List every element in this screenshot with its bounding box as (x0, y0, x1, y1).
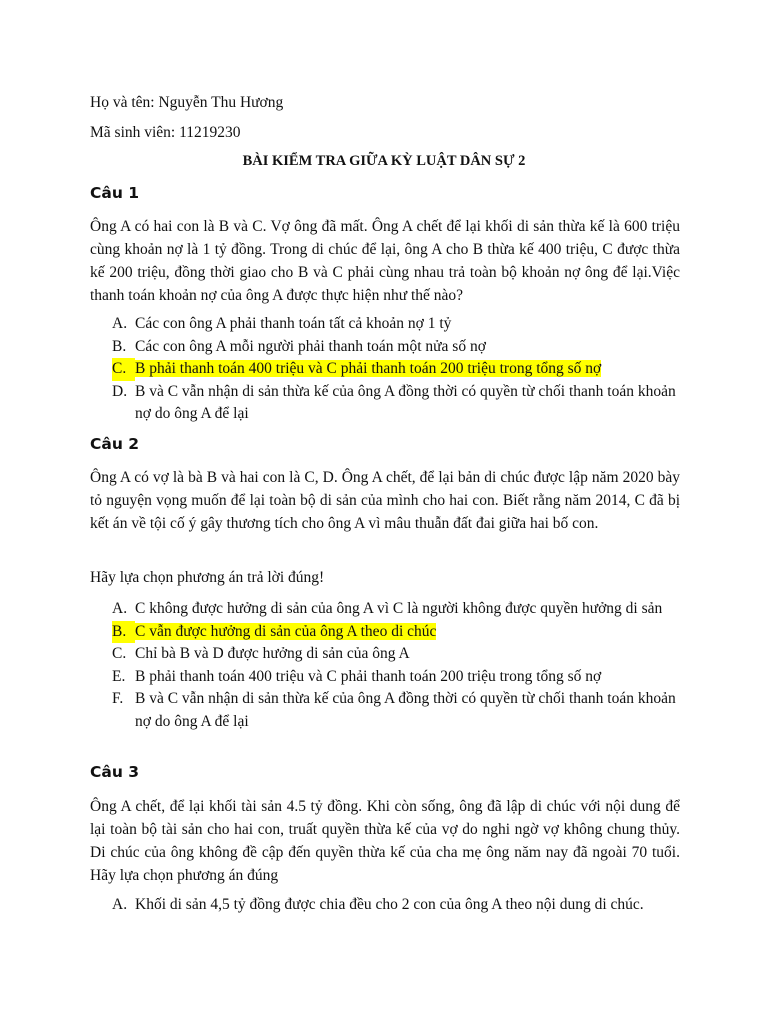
question-3-options (112, 894, 682, 917)
option-text: B phải thanh toán 400 triệu và C phải thanh toán 200 triệu trong tổng số nợ (135, 667, 602, 685)
student-id: Mã sinh viên: 11219230 (90, 124, 241, 141)
option-label: B. (112, 621, 135, 644)
question-3-heading: Câu 3 (90, 763, 140, 781)
question-1-options (112, 313, 682, 426)
option-text: Các con ông A phải thanh toán tất cả khoản nợ 1 tỷ (135, 315, 452, 332)
student-name: Họ và tên: Nguyễn Thu Hương (90, 94, 284, 111)
option-text: C không được hưởng di sản của ông A vì C là người không được quyền hưởng di sản (135, 600, 663, 617)
option-text: Khối di sản 4,5 tỷ đồng được chia đều cho 2 con của ông A theo nội dung di chúc. (135, 896, 644, 913)
question-1-heading: Câu 1 (90, 184, 140, 202)
option-item-answer (112, 358, 682, 381)
option-item (112, 666, 682, 689)
question-2-prompt: Hãy lựa chọn phương án trả lời đúng! (90, 569, 325, 586)
question-3-text: Ông A chết, để lại khối tài sản 4.5 tỷ đồng. Khi còn sống, ông đã lập di chúc với nội dung để lại toàn bộ tài sản cho hai con, truất quyền thừa kế của vợ do nghi ngờ vợ không chung thủy. Di chúc của ông không đề cập đến quyền thừa kế của cha mẹ ông năm nay đã ngoài 70 tuổi. Hãy lựa chọn phương án đúng (90, 798, 680, 884)
option-label: F. (112, 690, 124, 707)
option-label: C. (112, 645, 127, 662)
option-text-highlighted: C vẫn được hưởng di sản của ông A theo di chúc (135, 622, 437, 640)
option-label: B. (112, 337, 127, 355)
option-item (112, 598, 682, 621)
option-item (112, 643, 682, 666)
option-item (112, 894, 682, 917)
option-item (112, 381, 682, 426)
option-label: E. (112, 667, 126, 685)
page-title: BÀI KIỂM TRA GIỮA KỲ LUẬT DÂN SỰ 2 (242, 153, 526, 169)
option-text: B và C vẫn nhận di sản thừa kế của ông A đồng thời có quyền từ chối thanh toán khoản nợ do ông A để lại (135, 382, 676, 422)
option-label: C. (112, 358, 135, 381)
question-2-heading: Câu 2 (90, 435, 140, 453)
option-item (112, 313, 682, 336)
option-text: Chỉ bà B và D được hưởng di sản của ông A (135, 645, 410, 662)
option-label: A. (112, 315, 128, 332)
option-label: A. (112, 896, 128, 913)
option-text-highlighted: B phải thanh toán 400 triệu và C phải thanh toán 200 triệu trong tổng số nợ (135, 360, 602, 377)
option-item (112, 336, 682, 359)
question-2-options (112, 598, 682, 733)
question-2-text: Ông A có vợ là bà B và hai con là C, D. Ông A chết, để lại bản di chúc được lập năm 2020 bày tỏ nguyện vọng muốn để lại toàn bộ di sản của mình cho hai con. Biết rằng năm 2014, C đã bị kết án về tội cố ý gây thương tích cho ông A vì mâu thuẫn đất đai giữa hai bố con. (90, 469, 680, 532)
option-label: D. (112, 382, 128, 400)
question-1-text: Ông A có hai con là B và C. Vợ ông đã mất. Ông A chết để lại khối di sản thừa kế là 600 triệu cùng khoản nợ là 1 tỷ đồng. Trong di chúc để lại, ông A cho B thừa kế 400 triệu, C được thừa kế 200 triệu, đồng thời giao cho B và C phải cùng nhau trả toàn bộ khoản nợ ông để lại.Việc thanh toán khoản nợ của ông A được thực hiện như thế nào? (90, 218, 680, 304)
option-item-answer (112, 621, 682, 644)
option-label: A. (112, 600, 128, 617)
option-text: B và C vẫn nhận di sản thừa kế của ông A đồng thời có quyền từ chối thanh toán khoản nợ do ông A để lại (135, 690, 676, 730)
option-item (112, 688, 682, 733)
option-text: Các con ông A mỗi người phải thanh toán một nửa số nợ (135, 337, 486, 355)
